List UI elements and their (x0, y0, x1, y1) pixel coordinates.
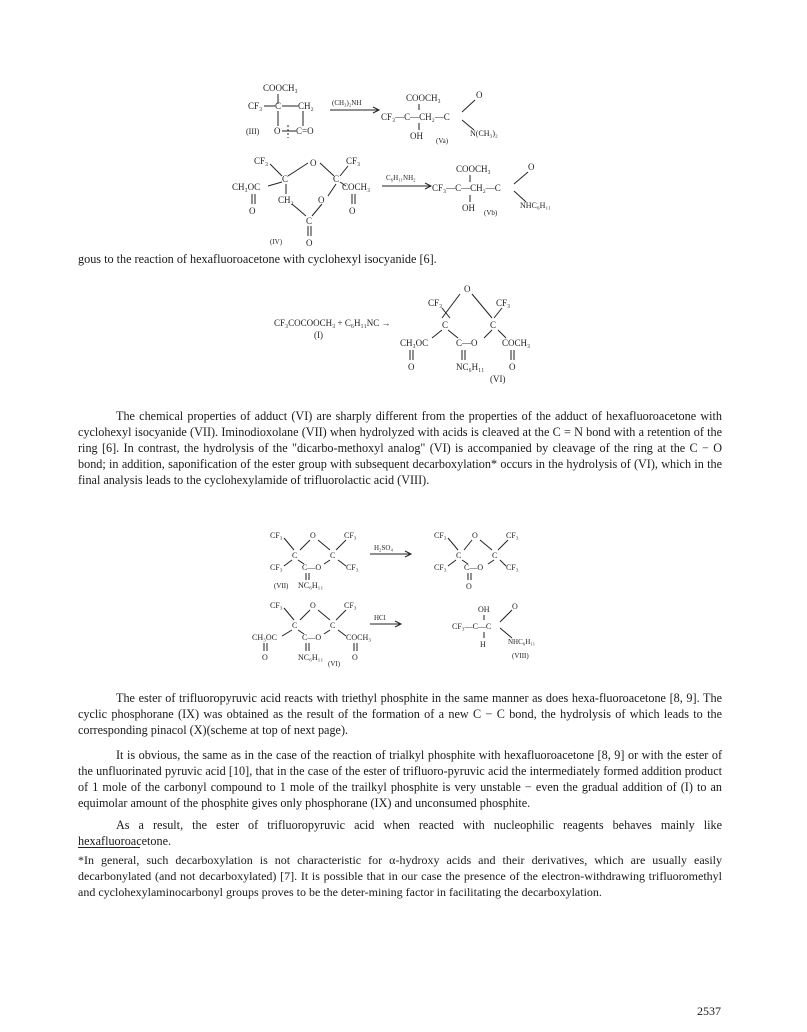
va-oh: OH (410, 131, 423, 141)
p1-cf3-tr: CF₃ (506, 531, 519, 540)
svg-text:C: C (282, 174, 289, 184)
vb-cooch3: COOCH₃ (456, 164, 491, 174)
iii-ch2: CH₂ (298, 101, 314, 111)
viii-chain: CF₃—C—C (452, 622, 492, 631)
vii-cf3-bl: CF₃ (270, 563, 283, 572)
vi-o-left: O (408, 362, 415, 372)
svg-text:O: O (249, 206, 256, 216)
vii-nc6h11: NC₆H₁₁ (298, 581, 324, 590)
vi-coch3: COCH₃ (346, 633, 372, 642)
scheme2-label-i: (I) (314, 330, 323, 340)
scheme-2-structures (270, 282, 570, 392)
iv-ch2: CH₂ (278, 195, 294, 205)
svg-text:C: C (333, 174, 340, 184)
vi-cf3-right: CF₃ (496, 298, 511, 308)
paragraph-obvious: It is obvious, the same as in the case of the reaction of trialkyl phosphite with hexafluoroacetone [8, 9] or with the ester of the unfluorinated pyruvic acid [10], that in the case of the ester of trifluoro-pyruvic acid the intermediately formed addition product of 1 mole of the carbonyl compound to 1 mole of the trailkyl phosphite is very unstable − even the gradual addition of (I) to an equimolar amount of the phosphite gives only phosphorane (IX) and unconsumed phosphite. (78, 748, 722, 810)
paragraph-result: As a result, the ester of trifluoropyruvic acid when reacted with nucleophilic reagents behaves mainly like hexafluoroacetone. (78, 818, 722, 848)
iv-o: O (310, 158, 317, 168)
svg-text:C: C (330, 551, 336, 560)
svg-text:C: C (492, 551, 498, 560)
iii-cooch3: COOCH₃ (263, 83, 298, 93)
svg-text:C: C (292, 551, 298, 560)
iii-c-o: C=O (296, 126, 314, 136)
scheme2-label-vi: (VI) (490, 374, 506, 384)
viii-o: O (512, 602, 518, 611)
vi-o-left: O (262, 653, 268, 662)
vi-label: (VI) (328, 660, 341, 668)
paragraph-triethyl-phosphite: The ester of trifluoropyruvic acid reacts with triethyl phosphite in the same manner as does hexa-fluoroacetone [8, 9]. The cyclic phosphorane (IX) was obtained as the result of the formation of a new C − C bond, the hydrolysis of which leads to the corresponding pinacol (X)(scheme at top of next page). (78, 691, 722, 737)
svg-text:O: O (349, 206, 356, 216)
vi-o-right: O (509, 362, 516, 372)
vii-cf3-tl: CF₃ (270, 531, 283, 540)
iii-cf3: CF₃ (248, 101, 263, 111)
reagent-cyclohexylamine: C₆H₁₁NH₂ (386, 174, 416, 182)
viii-label: (VIII) (512, 652, 529, 660)
p1-o: O (472, 531, 478, 540)
vb-oh: OH (462, 203, 475, 213)
iv-label: (IV) (270, 238, 283, 246)
iv-cf3-right: CF₃ (346, 156, 361, 166)
vi-c-left: C (442, 320, 449, 330)
page-number: 2537 (697, 1004, 721, 1018)
footnote-divider (78, 847, 140, 848)
vb-o: O (528, 162, 535, 172)
va-label: (Va) (436, 137, 449, 145)
vi-o: O (310, 601, 316, 610)
vi-cf3-tr: CF₃ (344, 601, 357, 610)
svg-text:C: C (292, 621, 298, 630)
iv-o-bottom: O (306, 238, 313, 248)
p1-cf3-br: CF₃ (506, 563, 519, 572)
p1-cf3-tl: CF₃ (434, 531, 447, 540)
reagent-dimethylamine: (CH₃)₂NH (332, 99, 362, 107)
viii-nhc6h11: NHC₆H₁₁ (508, 638, 536, 646)
vi-o-top: O (464, 284, 471, 294)
p1-o-bottom: O (466, 582, 472, 591)
iv-coch3: COCH₃ (342, 182, 371, 192)
vi-coch3: COCH₃ (502, 338, 531, 348)
va-o: O (476, 90, 483, 100)
svg-text:C: C (275, 101, 282, 111)
reagent-hcl: HCl (374, 614, 386, 622)
p1-c-o: C—O (464, 563, 484, 572)
vb-label: (Vb) (484, 209, 498, 217)
vi-c-o: C—O (302, 633, 322, 642)
vi-ch3oc: CH₃OC (400, 338, 429, 348)
vii-label: (VII) (274, 582, 289, 590)
footnote: *In general, such decarboxylation is not characteristic for α-hydroxy acids and their derivatives, which are usually easily decarbonylated (and not decarboxylated) [7]. It is possible that in our case the presence of the electron-withdrawing trifluoromethyl and cyclohexylaminocarbonyl groups proves to be the deter-mining factor in facilitating the decarboxylation. (78, 853, 722, 899)
iii-o: O (274, 126, 281, 136)
scheme-1-structures (230, 78, 610, 248)
vi-o-right: O (352, 653, 358, 662)
va-n: N(CH₃)₂ (470, 129, 498, 138)
vi-c-o-mid: C—O (456, 338, 478, 348)
iv-ch3oc: CH₃OC (232, 182, 261, 192)
vii-o: O (310, 531, 316, 540)
scheme2-reactants: CF₃COCOOCH₃ + C₆H₁₁NC → (274, 318, 391, 328)
vii-cf3-tr: CF₃ (344, 531, 357, 540)
reagent-h2so4: H₂SO₄ (374, 544, 393, 552)
va-chain: CF₃—C—CH₂—C (381, 112, 450, 122)
va-cooch3: COOCH₃ (406, 93, 441, 103)
vi-cf3-left: CF₃ (428, 298, 443, 308)
iii-label: (III) (246, 127, 260, 136)
vi-nc6h11: NC₆H₁₁ (298, 653, 324, 662)
vi-cf3-tl: CF₃ (270, 601, 283, 610)
vii-cf3-br: CF₃ (346, 563, 359, 572)
paragraph-analogous: gous to the reaction of hexafluoroacetone with cyclohexyl isocyanide [6]. (78, 252, 437, 266)
svg-text:C: C (330, 621, 336, 630)
vb-chain: CF₃—C—CH₂—C (432, 183, 501, 193)
svg-text:O: O (318, 195, 325, 205)
scheme-3-structures (250, 520, 590, 670)
vb-n: NHC₆H₁₁ (520, 201, 552, 210)
iv-cf3-left: CF₃ (254, 156, 269, 166)
vi-ch3oc: CH₃OC (252, 633, 278, 642)
vi-c-right: C (490, 320, 497, 330)
paragraph-chemical-properties: The chemical properties of adduct (VI) are sharply different from the properties of the adduct of hexafluoroacetone with cyclohexyl isocyanide (VII). Iminodioxolane (VII) when hydrolyzed with acids is cleaved at the C = N bond with a retention of the ring [6]. In contrast, the hydrolysis of the "dicarbo-methoxyl analog" (VI) is accompanied by cleavage of the ring at the C − O bond; in addition, saponification of the ester group with subsequent decarboxylation* occurs in the hydrolysis of (VI), which in the final analysis leads to the cyclohexylamide of trifluorolactic acid (VIII). (78, 409, 722, 487)
viii-oh: OH (478, 605, 490, 614)
p1-cf3-bl: CF₃ (434, 563, 447, 572)
iv-c: C (306, 216, 313, 226)
viii-h: H (480, 640, 486, 649)
vi-nc6h11: NC₆H₁₁ (456, 362, 485, 372)
vii-c-o: C—O (302, 563, 322, 572)
svg-text:C: C (456, 551, 462, 560)
